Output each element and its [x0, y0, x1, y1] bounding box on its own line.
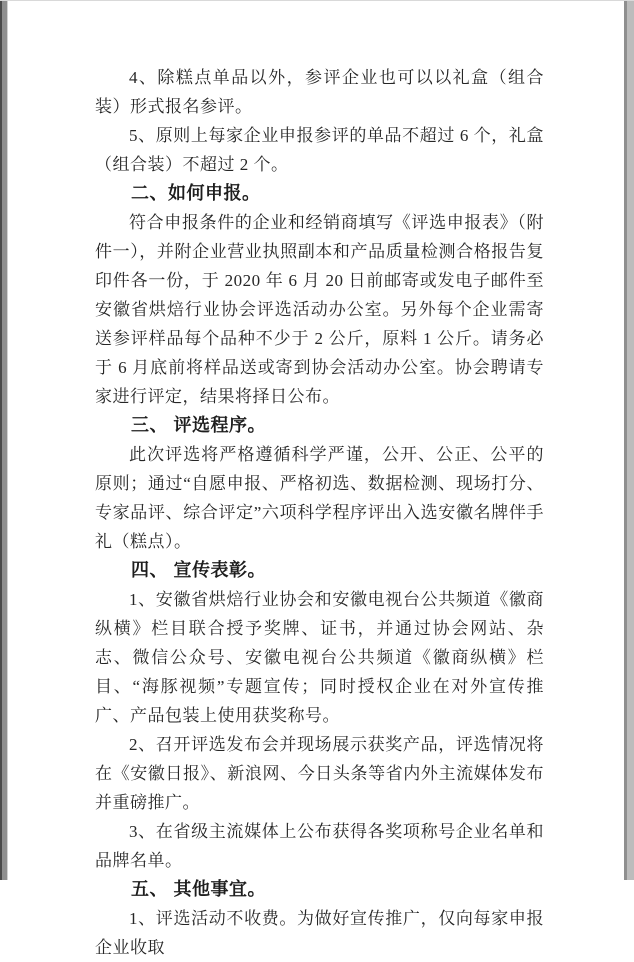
- section-heading: 五、 其他事宜。: [131, 879, 267, 899]
- section-heading: 四、 宣传表彰。: [131, 560, 267, 580]
- paragraph: 2、召开评选发布会并现场展示获奖产品，评选情况将在《安徽日报》、新浪网、今日头条等省内外主流媒体发布并重磅推广。: [95, 735, 544, 812]
- paragraph: 4、除糕点单品以外，参评企业也可以以礼盒（组合装）形式报名参评。: [95, 68, 544, 116]
- paragraph: 3、在省级主流媒体上公布获得各奖项称号企业名单和品牌名单。: [95, 822, 544, 870]
- paragraph: 符合申报条件的企业和经销商填写《评选申报表》（附件一），并附企业营业执照副本和产品质量检测合格报告复印件各一份，于 2020 年 6 月 20 日前邮寄或发电子邮件至安徽省烘焙行业协会评选活动办公室。另外每个企业需寄送参评样品每个品种不少于 2 公斤，原料 1 公斤。请务必于 6 月底前将样品送或寄到协会活动办公室。协会聘请专家进行评定，结果将择日公布。: [95, 213, 544, 406]
- document-content: [0, 1, 634, 962]
- paragraph: 此次评选将严格遵循科学严谨，公开、公正、公平的原则；通过“自愿申报、严格初选、数据检测、现场打分、专家品评、综合评定”六项科学程序评出入选安徽名牌伴手礼（糕点）。: [95, 445, 544, 551]
- paragraph: 1、安徽省烘焙行业协会和安徽电视台公共频道《徽商纵横》栏目联合授予奖牌、证书，并通过协会网站、杂志、微信公众号、安徽电视台公共频道《徽商纵横》栏目、“海豚视频”专题宣传；同时授权企业在对外宣传推广、产品包装上使用获奖称号。: [95, 590, 544, 725]
- paragraph: 1、评选活动不收费。为做好宣传推广，仅向每家申报企业收取: [95, 909, 544, 957]
- paragraph: 5、原则上每家企业申报参评的单品不超过 6 个，礼盒（组合装）不超过 2 个。: [95, 126, 544, 174]
- section-heading: 二、如何申报。: [131, 183, 261, 203]
- section-heading: 三、 评选程序。: [131, 415, 267, 435]
